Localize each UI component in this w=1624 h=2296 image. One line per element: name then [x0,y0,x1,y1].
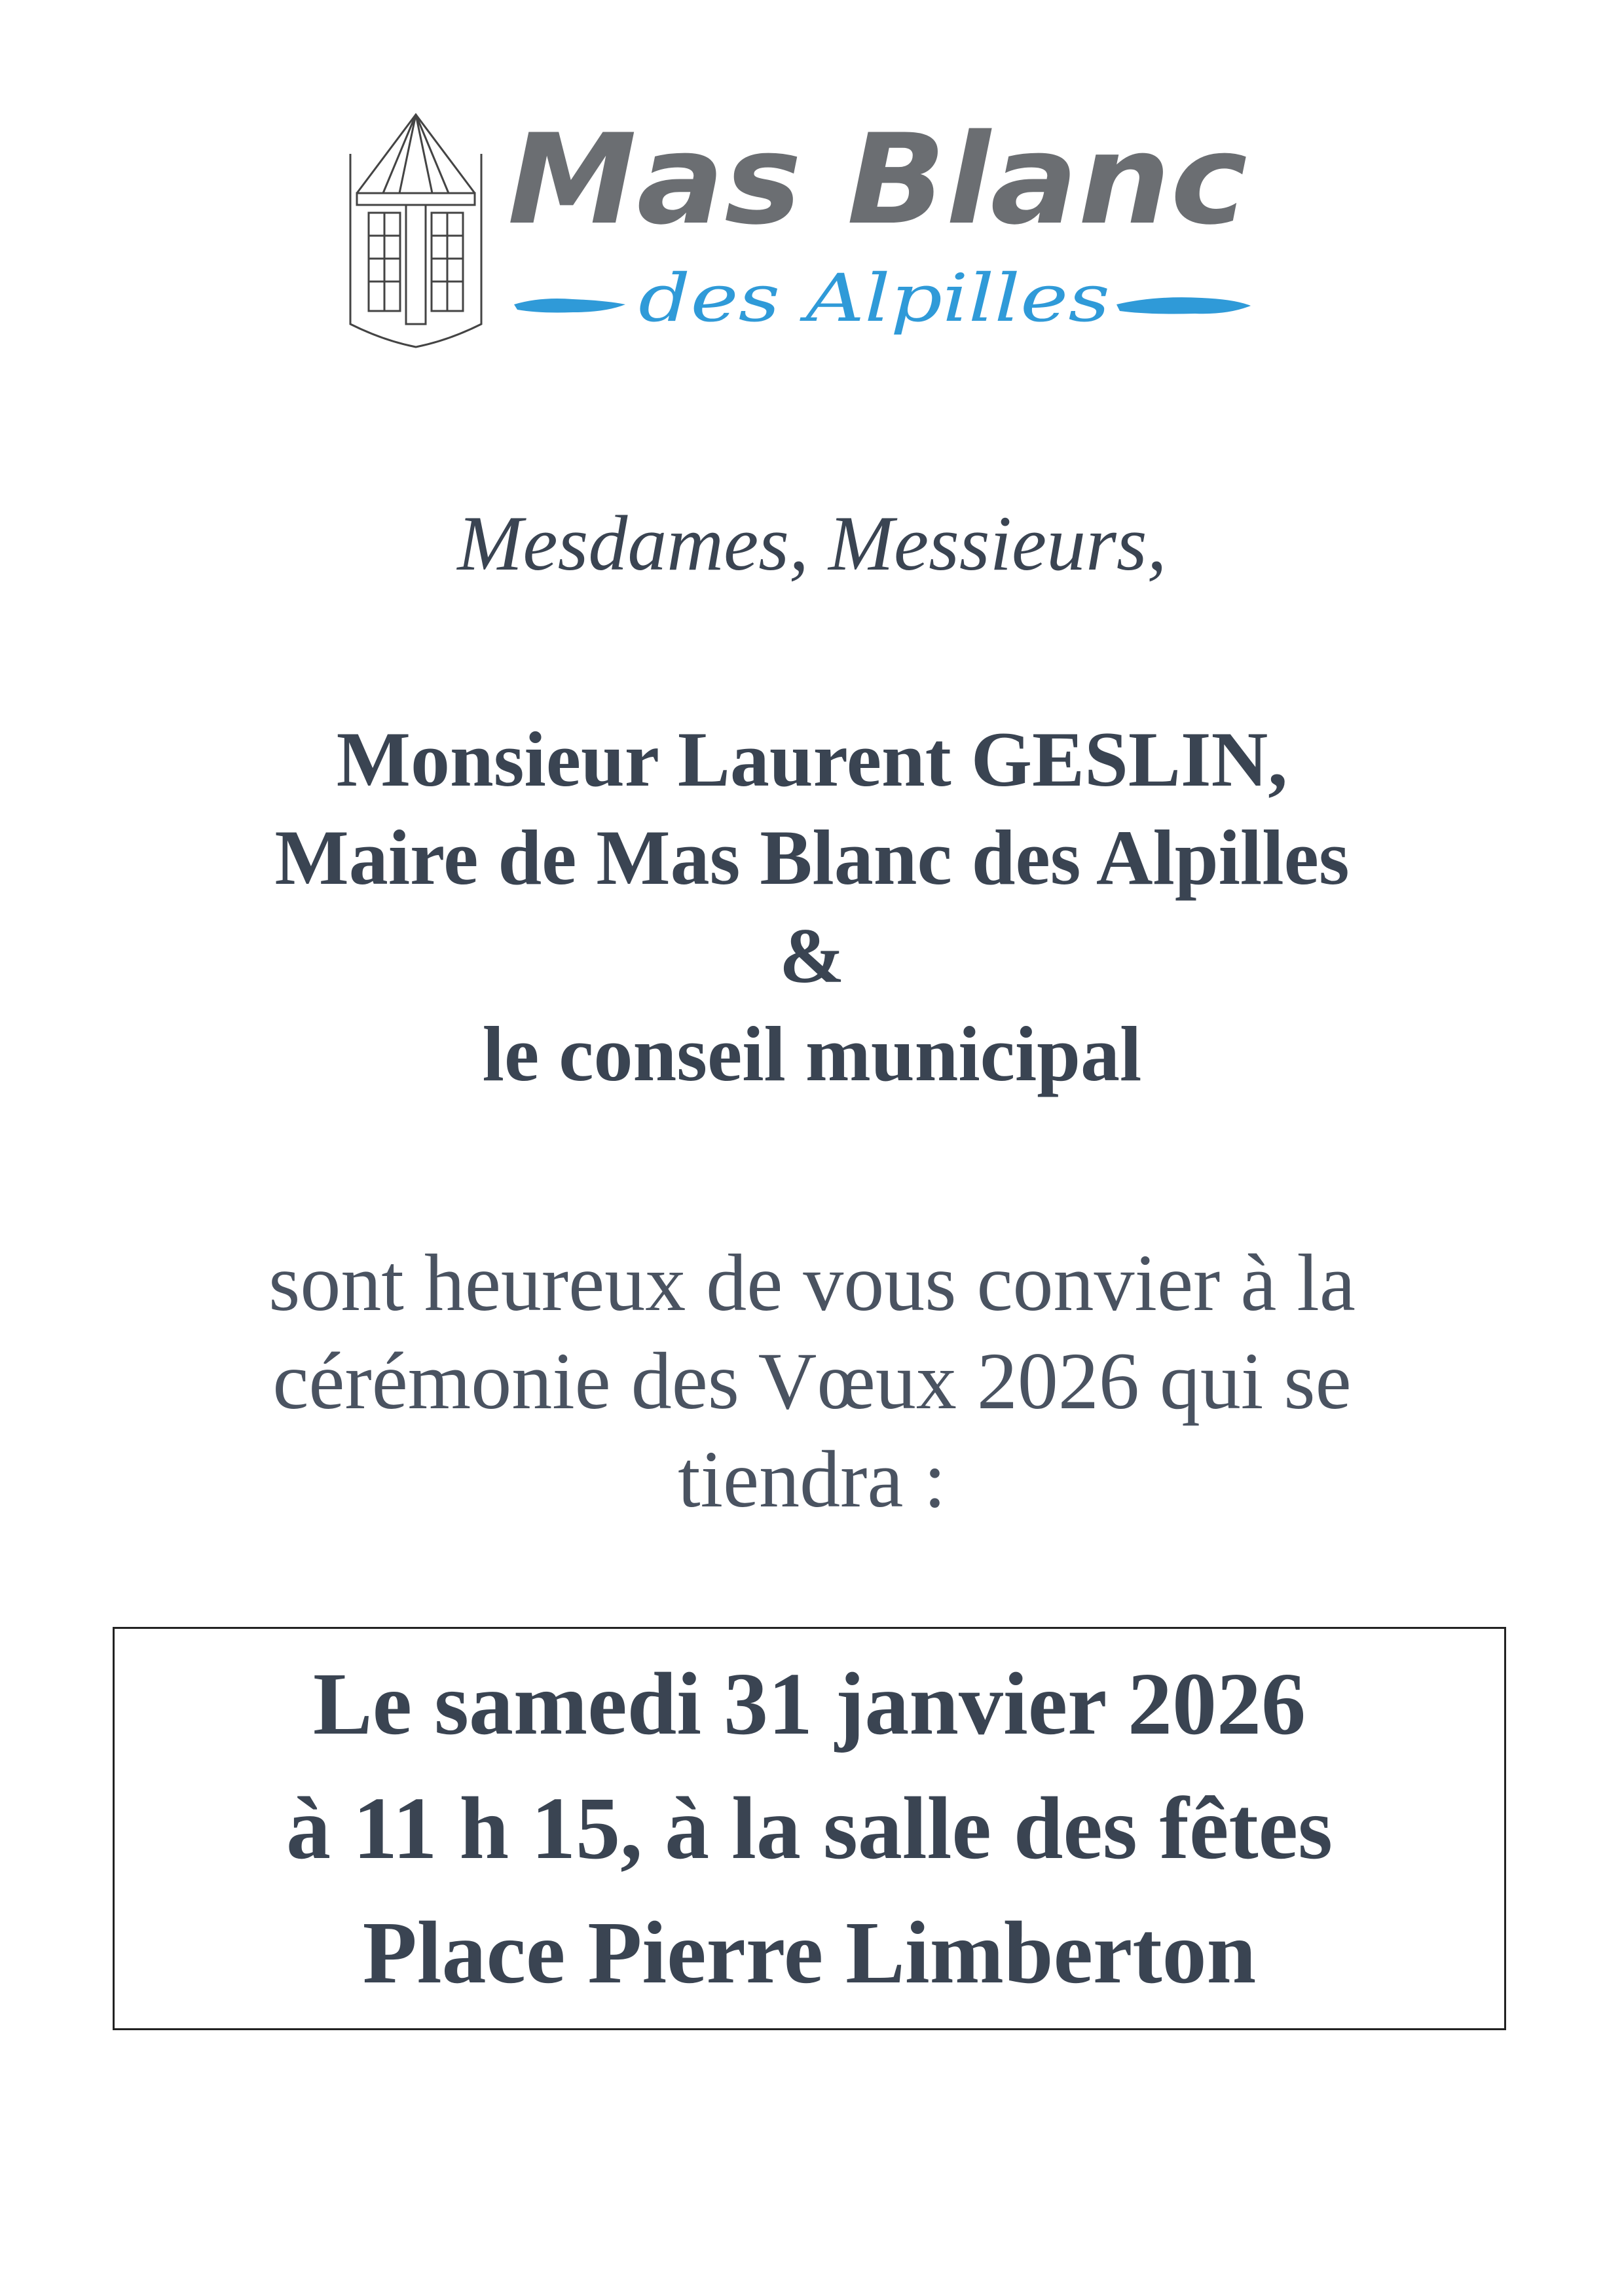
host-ampersand: & [779,912,845,999]
logo-name: Mas Blanc [507,108,1247,252]
hosts-block [0,710,1624,1103]
invite-line-1: sont heureux de vous convier à la [268,1238,1356,1328]
invite-line-2: cérémonie des Vœux 2026 qui se [272,1336,1352,1426]
event-date: Le samedi 31 janvier 2026 [312,1655,1306,1753]
salutation: Mesdames, Messieurs, [457,500,1167,587]
brush-stroke-left [514,299,625,313]
host-mayor-title: Maire de Mas Blanc des Alpilles [274,814,1350,901]
building-icon [350,115,481,347]
logo-sub: des Alpilles [638,260,1110,337]
host-council: le conseil municipal [482,1010,1142,1097]
event-address: Place Pierre Limberton [362,1904,1257,2002]
municipality-logo [344,108,1261,370]
invitation-text [0,1234,1624,1529]
invite-line-3: tiendra : [678,1434,946,1524]
event-time-place: à 11 h 15, à la salle des fêtes [286,1779,1333,1878]
brush-stroke-right [1116,297,1251,314]
event-details-box [113,1627,1506,2030]
host-mayor-name: Monsieur Laurent GESLIN, [336,716,1288,803]
